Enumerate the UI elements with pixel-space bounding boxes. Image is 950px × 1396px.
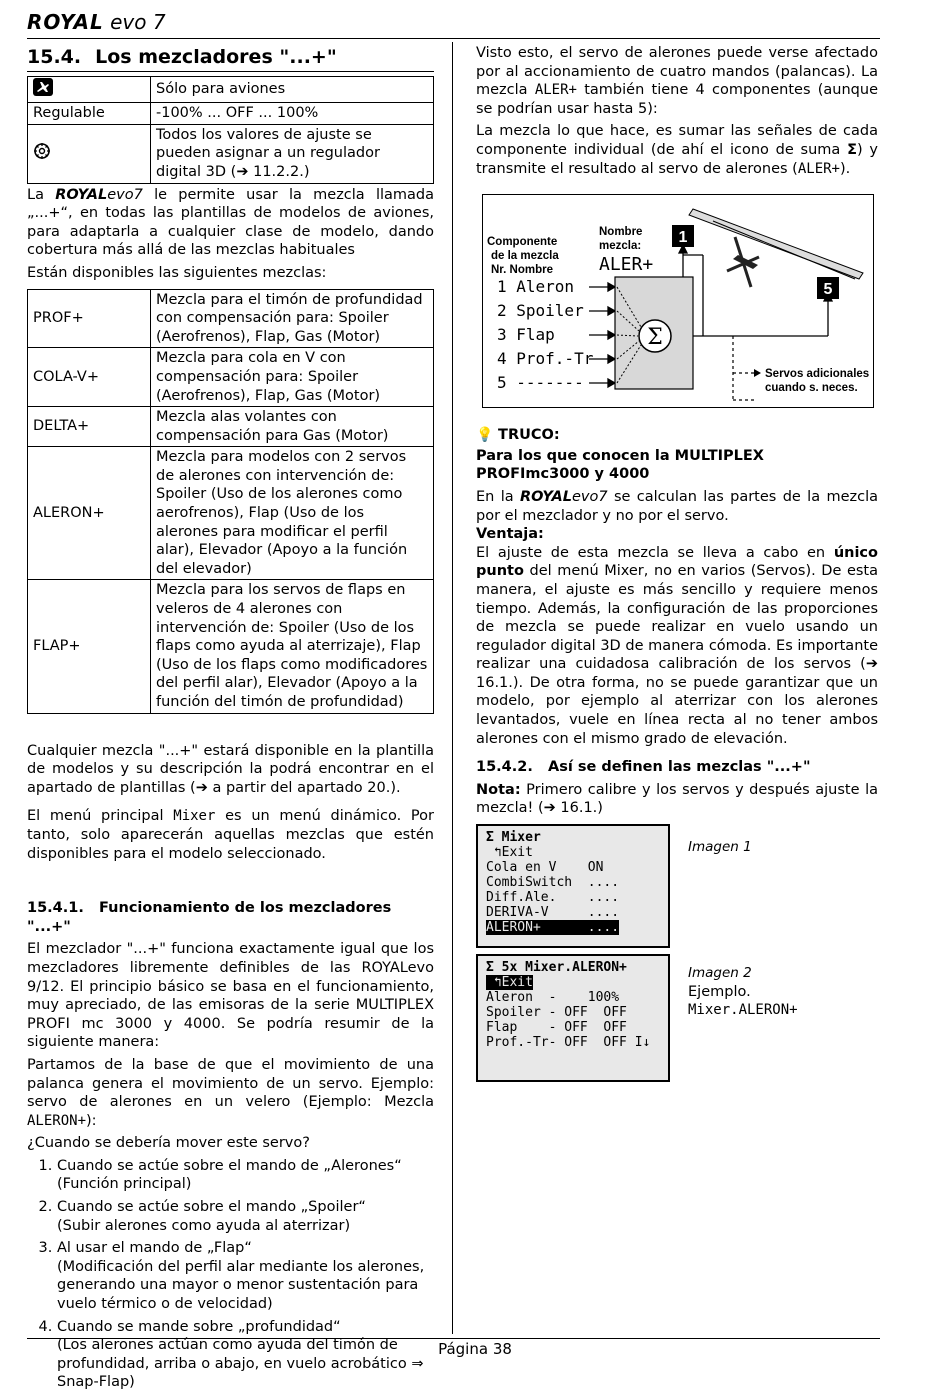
tip-subheading: Para los que conocen la MULTIPLEX PROFImc3000 y 4000 — [476, 447, 764, 483]
list-item: 2. Cuando se actúe sobre el mando „Spoiler“ (Subir alerones como ayuda al aterrizar) — [57, 1198, 434, 1235]
table-row — [28, 407, 434, 447]
tip-paragraph: En la ROYALevo7 se calculan las partes de la mezcla por el mezclador y no por el servo. — [476, 488, 879, 524]
page-number: Página 38 — [438, 1340, 512, 1358]
info-value: Sólo para aviones — [151, 76, 434, 103]
extra-servos-label: Servos adicionales — [765, 368, 870, 381]
component-label: Componente — [487, 236, 558, 249]
list-item: 3. Al usar el mando de „Flap“ (Modificación del perfil alar mediante los alerones, generando una mayor o menor sustentación para vuelo térmico o de velocidad) — [57, 1239, 434, 1313]
mixer-diagram — [482, 194, 874, 408]
image-1-caption: Imagen 1 — [688, 839, 752, 856]
mixer-desc: Mezcla para el timón de profundidad con compensación para: Spoiler (Aerofrenos), Flap, Gas (Motor) — [151, 289, 434, 348]
table-row — [28, 447, 434, 580]
lcd-row: ↰Exit — [486, 845, 533, 861]
component-item: 5 ------- — [497, 373, 584, 393]
servo-paragraph: Visto esto, el servo de alerones puede verse afectado por al accionamiento de cuatro mandos (palancas). La mezcla ALER+ también tiene 4 componentes (aunque se podrían usar hasta 5): — [476, 45, 878, 117]
mixer-desc: Mezcla para los servos de flaps en veleros de 4 alerones con intervención de: Spoiler (Uso de los flaps como ayuda al aterrizaje), Flap (Uso de los flaps como modificadores del perfil alar), Elevador (Apoyo a la función del timón de profundidad) — [151, 580, 434, 713]
sum-node-symbol: Σ — [647, 325, 663, 351]
component-label: de la mezcla — [491, 250, 559, 263]
mixer-name: DELTA+ — [28, 407, 151, 447]
lcd-row: Flap - OFF OFF — [486, 1020, 627, 1036]
digital-regulator-icon — [33, 142, 51, 160]
function-paragraph: El mezclador "...+" funciona exactamente igual que los mezcladores libremente definibles de las ROYALevo 9/12. El principio básico se basa en el funcionamiento, muy apreciado, de las emisoras de la serie MULTIPLEX PROFI mc 3000 y 4000. Se podría resumir de la siguiente manera: — [27, 941, 434, 1051]
tip-heading: 💡 TRUCO: — [476, 427, 560, 444]
component-item: 3 Flap — [497, 325, 555, 345]
mixer-desc: Mezcla para modelos con 2 servos de alerones con intervención de: Spoiler (Uso de los alerones como aerofrenos), Flap (Uso de los alerones para modificar el perfil alar), Elevador (Apoyo a la función del elevador) — [151, 447, 434, 580]
table-row — [28, 289, 434, 348]
airplane-icon — [33, 78, 53, 96]
lcd-row: Prof.-Tr- OFF OFF I↓ — [486, 1035, 651, 1051]
lcd-row: Cola en V ON — [486, 860, 604, 876]
column-divider — [452, 42, 453, 1334]
right-column — [476, 44, 878, 1088]
footer-rule — [27, 1338, 880, 1339]
header-model: evo 7 — [110, 10, 166, 34]
component-item: 1 Aleron — [497, 277, 575, 297]
lightbulb-icon: 💡 — [476, 427, 494, 444]
image-2-caption: Imagen 2 — [688, 965, 752, 982]
table-row — [28, 124, 434, 183]
mixer-name: PROF+ — [28, 289, 151, 348]
component-item: 4 Prof.-Tr — [497, 349, 594, 369]
brand-name: ROYAL — [55, 186, 108, 203]
glider-illustration — [689, 209, 863, 287]
lcd-row: Spoiler - OFF OFF — [486, 1005, 627, 1021]
lcd-row-selected: ALERON+ .... — [486, 920, 620, 936]
lcd-row-selected: ↰Exit — [486, 975, 533, 991]
table-row — [28, 103, 434, 125]
any-mixer-paragraph: Cualquier mezcla "...+" estará disponible en la plantilla de modelos y su descripción la podrá encontrar en el apartado de plantillas (➔ a partir del apartado 20.). — [27, 742, 434, 796]
info-value: Todos los valores de ajuste se pueden asignar a un regulador digital 3D (➔ 11.2.2.) — [151, 124, 434, 183]
lcd-row: DERIVA-V .... — [486, 905, 620, 921]
lcd-row: Σ 5x Mixer.ALERON+ — [486, 960, 627, 976]
lcd-row: Σ Mixer — [486, 830, 541, 846]
table-row — [28, 580, 434, 713]
mixer-desc: Mezcla alas volantes con compensación para Gas (Motor) — [151, 407, 434, 447]
mix-name-label: mezcla: — [599, 240, 642, 253]
section-heading — [27, 48, 434, 72]
screenshot-1-row — [476, 824, 878, 948]
header-rule — [27, 38, 880, 39]
info-key: Regulable — [28, 103, 151, 125]
advantage-paragraph: El ajuste de esta mezcla se lleva a cabo en único punto del menú Mixer, no en varios (Servos). De esta manera, el ajuste es más sencillo y requiere menos tiempo. Además, la configuración de las proporciones de mezcla se puede realizar en vuelo usando un regulador digital 3D de manera cómoda. Es importante realizar una cuidadosa calibración de los servos (➔ 16.1.). De otra forma, no se puede garantizar que un modelo, por ejemplo al aterrizar con los alerones levantados, vuele en línea recta al no tener ambos alerones con el mismo grado de elevación. — [476, 544, 878, 747]
mix-name-label: Nombre — [599, 226, 643, 239]
extra-servos-label: cuando s. neces. — [765, 382, 858, 395]
lcd-row: CombiSwitch .... — [486, 875, 620, 891]
section-title: Los mezcladores "...+" — [95, 46, 337, 68]
info-table — [27, 76, 434, 184]
mixer-name: ALERON+ — [28, 447, 151, 580]
servo-badge-5-label: 5 — [823, 281, 833, 299]
lcd-screen-2 — [476, 954, 670, 1082]
list-item: 1. Cuando se actúe sobre el mando de „Alerones“ (Función principal) — [57, 1157, 434, 1194]
component-item: 2 Spoiler — [497, 301, 584, 321]
subsection-heading: 15.4.2. Así se definen las mezclas "...+" — [476, 759, 811, 776]
subsection-heading: 15.4.1. Funcionamiento de los mezcladores "...+" — [27, 900, 392, 935]
lcd-row: Aleron - 100% — [486, 990, 620, 1006]
component-label: Nr. Nombre — [491, 264, 553, 277]
mix-name: ALER+ — [599, 254, 654, 276]
image-2-example: Ejemplo. — [688, 983, 751, 1000]
section-number: 15.4. — [27, 46, 82, 68]
lcd-row: Diff.Ale. .... — [486, 890, 620, 906]
intro-paragraph: La ROYALevo7 le permite usar la mezcla llamada „...+“, en todas las plantillas de modelos de aviones, para adaptarla a cualquier clase de modelo, dando cobertura más allá de las mezclas habituales — [27, 186, 434, 259]
table-row — [28, 76, 434, 103]
lcd-screen-1 — [476, 824, 670, 948]
airplane-icon-cell — [28, 76, 151, 103]
header-brand: ROYAL — [27, 10, 104, 34]
mixer-desc: Mezcla para cola en V con compensación para: Spoiler (Aerofrenos), Flap, Gas (Motor) — [151, 348, 434, 407]
servo-badge-1-label: 1 — [678, 229, 688, 247]
mixer-menu-name: Mixer — [173, 808, 216, 825]
start-paragraph: Partamos de la base de que el movimiento de una palanca genera el movimiento de un servo. Ejemplo: servo de alerones en un velero (Ejemplo: Mezcla ALERON+): — [27, 1056, 434, 1129]
mixers-table — [27, 289, 434, 714]
list-item: 4. Cuando se mande sobre „profundidad“ (Los alerones actúan como ayuda del timón de profundidad, arriba o abajo, en vuelo acrobático ⇒ Snap-Flap) — [57, 1318, 434, 1392]
sum-paragraph: La mezcla lo que hace, es sumar las señales de cada componente individual (de ahí el icono de suma Σ) y transmite el resultado al servo de alerones (ALER+). — [476, 123, 878, 177]
left-column — [27, 44, 434, 1396]
mixer-name: COLA-V+ — [28, 348, 151, 407]
sum-symbol: Σ — [847, 141, 857, 158]
menu-paragraph: El menú principal Mixer es un menú dinámico. Por tanto, solo aparecerán aquellas mezclas que estén disponibles para el modelo seleccionado. — [27, 808, 434, 862]
mixer-name: FLAP+ — [28, 580, 151, 713]
table-row — [28, 348, 434, 407]
note-paragraph: Nota: Primero calibre y los servos y después ajuste la mezcla! (➔ 16.1.) — [476, 781, 878, 817]
question-text: ¿Cuando se debería mover este servo? — [27, 1135, 310, 1152]
screenshot-2-row — [476, 954, 878, 1082]
digital-regulator-icon-cell — [28, 124, 151, 183]
page-header — [27, 10, 166, 34]
available-text: Están disponibles las siguientes mezclas: — [27, 264, 327, 281]
advantage-heading: Ventaja: — [476, 526, 544, 543]
info-value: -100% ... OFF ... 100% — [151, 103, 434, 125]
image-2-example-path: Mixer.ALERON+ — [688, 1002, 798, 1019]
